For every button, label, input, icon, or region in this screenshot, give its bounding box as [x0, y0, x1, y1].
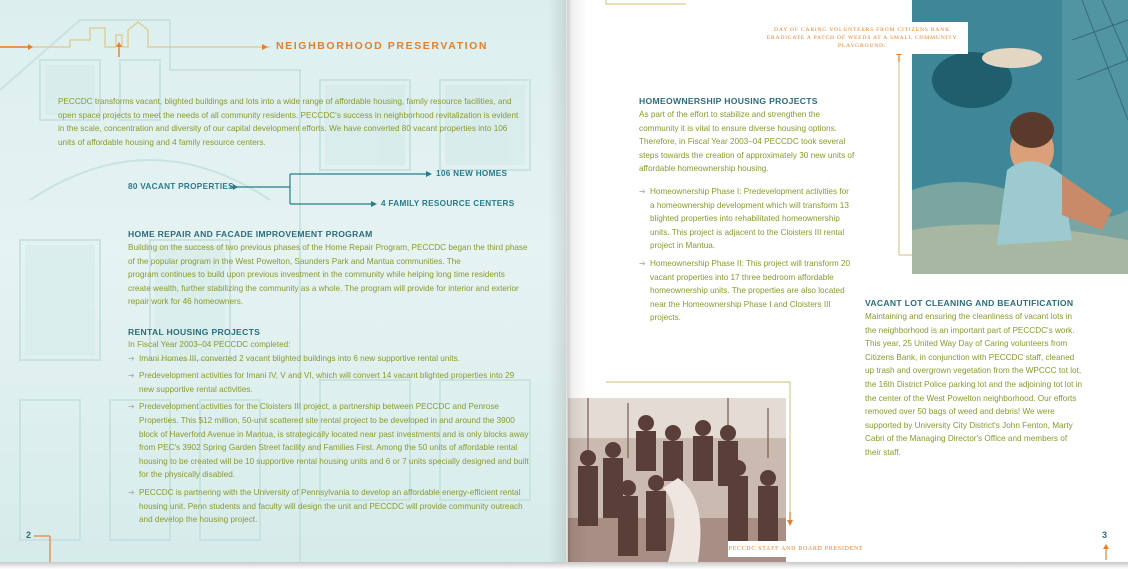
list-item: ➔ Predevelopment activities for the Cloisters III project, a partnership between PECCDC and Penrose Properties. This $12 million, 50-unit scattered site rental project to be developed in and around the 3900 block of Haverford Avenue in Mantua, is strategically located near past investments and is only blocks away from PEC's 3902 Spring Garden Street facility and Families First. Among the 50 units of affordable rental housing to be created will be 10 supportive rental housing units and 6 or 7 units specially designed and built for the physically disabled. [128, 402, 529, 480]
staff-and-board-photo [568, 398, 786, 562]
section-title: NEIGHBORHOOD PRESERVATION [276, 40, 489, 52]
rental-list [128, 352, 530, 527]
arrow-bullet-icon: ➔ [639, 258, 646, 268]
list-item: ➔ Homeownership Phase I: Predevelopment activities for a homeownership development which will transform 13 blighted properties into rehabilitated homeownership units. This project is adjacent to the Cloisters III rental project in Mantua. [639, 186, 849, 251]
vacant-lot-section [865, 298, 1083, 460]
photo-caption-day-of-caring: DAY OF CARING VOLUNTEERS FROM CITIZENS BANK ERADICATE A PATCH OF WEEDS AT A SMALL COMMUNITY PLAYGROUND. [756, 22, 968, 54]
arrow-bullet-icon: ➔ [128, 371, 135, 381]
flow-target-resource-centers: 4 FAMILY RESOURCE CENTERS [381, 199, 515, 208]
arrow-bullet-icon: ➔ [128, 353, 135, 363]
rental-heading: RENTAL HOUSING PROJECTS [128, 327, 261, 337]
homeownership-list [639, 185, 855, 325]
skyline-rule [0, 22, 270, 47]
rental-section [128, 327, 530, 531]
intro-paragraph: PECCDC transforms vacant, blighted buildings and lots into a wide range of affordable housing, family resource facilities, and open space projects to meet the needs of all community residents. PECCDC's success in neighborhood revitalization is evident in the scale, concentration and diversity of our capital development efforts. We have converted 80 vacant properties into 106 units of affordable housing and 4 family resource centers. [58, 97, 519, 147]
list-item: ➔ Homeownership Phase II: This project will transform 20 vacant properties into 17 three bedroom affordable homeownership units. The properties are also located near the Homeownership Phase I and Cloisters III projects. [639, 258, 851, 323]
list-item: ➔ Imani Homes III, converted 2 vacant blighted buildings into 6 new supportive rental units. [128, 352, 530, 366]
home-repair-body-1: Building on the success of two previous phases of the Home Repair Program, PECCDC began the third phase of the popular program in the West Powelton, Saunders Park and Mantua communities. The [128, 243, 528, 266]
bottom-shadow [0, 562, 1128, 569]
spine-shadow [548, 0, 588, 562]
home-repair-section [128, 229, 528, 309]
list-item: ➔ Predevelopment activities for Imani IV, V and VI, which will convert 14 vacant blighted properties into 29 new supportive rental activities. [128, 371, 515, 394]
page-number-right: 3 [1102, 530, 1108, 540]
right-page [566, 0, 1128, 562]
arrow-bullet-icon: ➔ [128, 487, 135, 497]
list-item: ➔ PECCDC is partnering with the University of Pennsylvania to develop an affordable energy-efficient rental housing unit. Penn students and faculty will design the unit and PECCDC will provide community outreach and develop the housing project. [128, 487, 523, 525]
photo-caption-staff: PECCDC STAFF AND BOARD PRESIDENT [728, 541, 864, 557]
rental-lead: In Fiscal Year 2003–04 PECCDC completed: [128, 340, 291, 349]
staff-group-image [568, 398, 786, 562]
home-repair-body-2: program continues to build upon previous investment in the community while helping long time residents create wealth, further stabilizing the community as a whole. The program will provide for interior and exterior repair work for 46 homeowners. [128, 270, 519, 307]
homeownership-section [639, 96, 855, 329]
flow-source-label: 80 VACANT PROPERTIES [128, 182, 234, 191]
arrow-bullet-icon: ➔ [128, 402, 135, 412]
left-page [0, 0, 566, 562]
arrow-bullet-icon: ➔ [639, 186, 646, 196]
homeownership-heading: HOMEOWNERSHIP HOUSING PROJECTS [639, 96, 818, 106]
page-number-left: 2 [26, 530, 32, 540]
flow-target-new-homes: 106 NEW HOMES [436, 169, 508, 178]
homeownership-body: As part of the effort to stabilize and strengthen the community it is vital to ensure diverse housing options. Therefore, in Fiscal Year 2003–04 PECCDC took several steps towards the creation of approximately 30 new units of affordable homeownership housing. [639, 110, 855, 174]
vacant-lot-body: Maintaining and ensuring the cleanliness of vacant lots in the neighborhood is an important part of PECCDC's work. This year, 25 United Way Day of Caring volunteers from Citizens Bank, in conjunction with PECCDC staff, cleaned up trash and overgrown vegetation from the WPCCC tot lot, the 16th District Police parking lot and the adjoining tot lot in the center of the West Powelton neighborhood. Our efforts removed over 50 bags of weed and debris! We were supported by University City District's John Fenton, Marty Cabri of the Managing Director's Office and members of their staff. [865, 312, 1083, 457]
vacant-lot-heading: VACANT LOT CLEANING AND BEAUTIFICATION [865, 298, 1074, 308]
home-repair-heading: HOME REPAIR AND FACADE IMPROVEMENT PROGRAM [128, 229, 373, 239]
